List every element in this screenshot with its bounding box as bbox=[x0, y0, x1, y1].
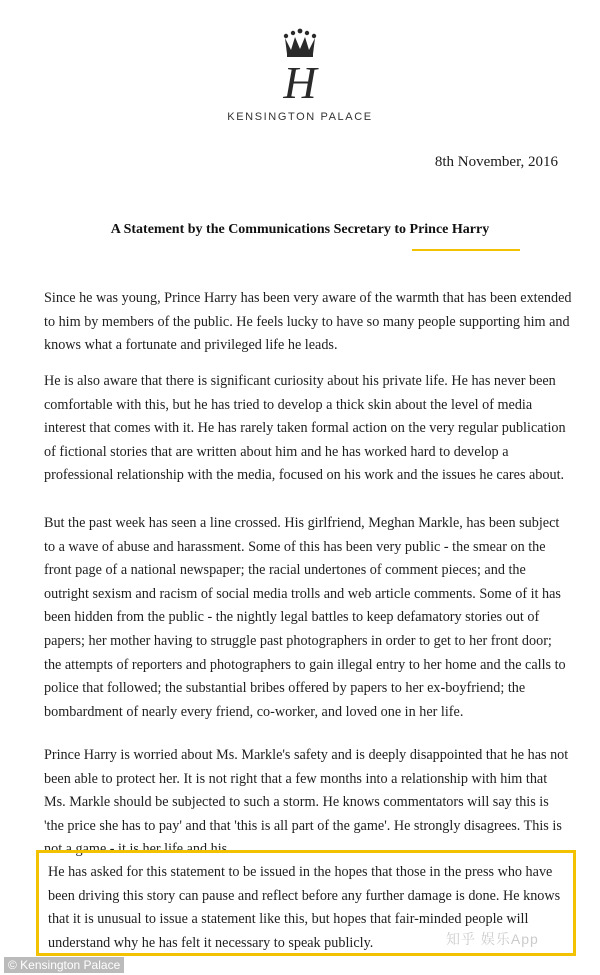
monogram: H bbox=[283, 57, 317, 108]
paragraph-2: He is also aware that there is significant curiosity about his private life. He has never been comfortable with this, but he has tried to develop a thick skin about the level of media interest that comes with it. He has rarely taken formal action on the very regular publication of fictional stories that are written about him and he has worked hard to develop a professional relationship with the media, focused on his work and the issues he cares about. bbox=[44, 373, 566, 484]
title-highlight-underline bbox=[412, 249, 520, 251]
crown-icon bbox=[0, 28, 600, 58]
watermark: 知乎 娱乐App bbox=[446, 931, 539, 947]
paragraph-3: But the past week has seen a line crossed. His girlfriend, Meghan Markle, has been subject to a wave of abuse and harassment. Some of this has been very public - the smear on the front page of a national newspaper; the racial undertones of comment pieces; and the outright sexism and racism of social media trolls and web article comments. Some of it has been hidden from the public - the nightly legal battles to keep defamatory stories out of papers; her mother having to struggle past photographers in order to get to her front door; the attempts of reporters and photographers to gain illegal entry to her home and the calls to police that followed; the substantial bribes offered by papers to her ex-boyfriend; the bombardment of nearly every friend, co-worker, and loved one in her life. bbox=[44, 515, 566, 720]
statement-title: A Statement by the Communications Secretary to Prince Harry bbox=[110, 222, 490, 237]
photo-credit: © Kensington Palace bbox=[4, 957, 124, 973]
paragraph-4: Prince Harry is worried about Ms. Markle's safety and is deeply disappointed that he has not been able to protect her. It is not right that a few months into a relationship with him that Ms. Markle should be subjected to such a storm. He knows commentators will say this is 'the price she has to pay' and that 'this is all part of the game'. He strongly disagrees. This is not a game - it is her life and his. bbox=[44, 747, 569, 858]
paragraph-1: Since he was young, Prince Harry has been very aware of the warmth that has been extended to him by members of the public. He feels lucky to have so many people supporting him and knows what a fortunate and privileged life he leads. bbox=[44, 290, 572, 354]
statement-date: 8th November, 2016 bbox=[434, 154, 558, 170]
palace-name: KENSINGTON PALACE bbox=[227, 111, 373, 123]
paragraph-5-highlighted: He has asked for this statement to be issued in the hopes that those in the press who have been driving this story can pause and reflect before any further damage is done. He knows that it is unusual to issue a statement like this, but hopes that fair-minded people will understand why he has felt it necessary to speak publicly. bbox=[48, 864, 561, 951]
